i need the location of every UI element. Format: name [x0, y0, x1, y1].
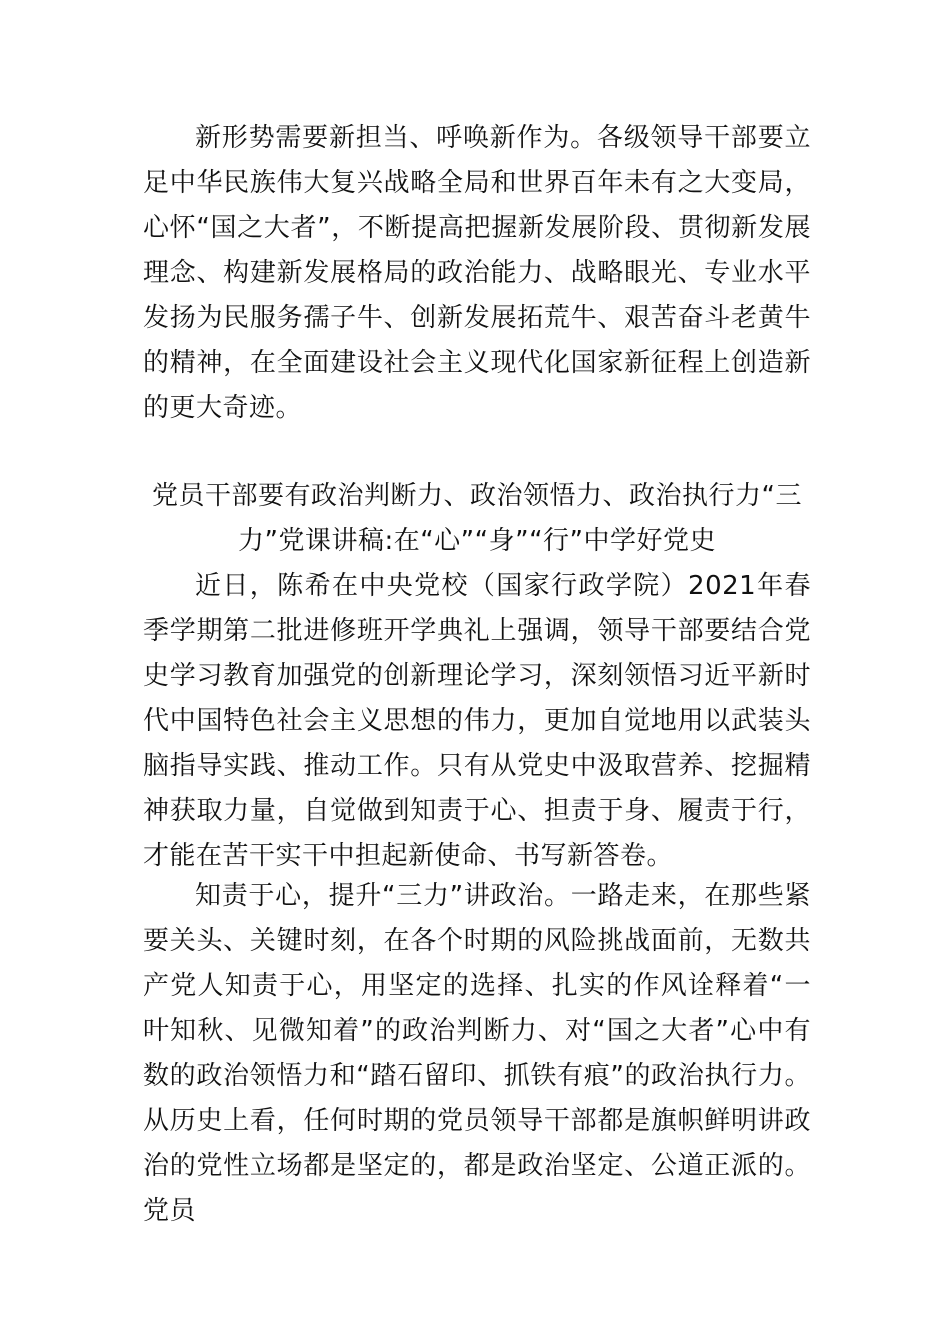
body-paragraph-3: 知责于心，提升“三力”讲政治。一路走来，在那些紧要关头、关键时刻，在各个时期的风险挑战面前，无数共产党人知责于心，用坚定的选择、扎实的作风诠释着“一叶知秋、见微知着”的政治判断力、对“国之大者”心中有数的政治领悟力和“踏石留印、抓铁有痕”的政治执行力。从历史上看，任何时期的党员领导干部都是旗帜鲜明讲政治的党性立场都是坚定的，都是政治坚定、公道正派的。党员	[143, 881, 811, 1226]
section-title	[143, 474, 811, 564]
body-paragraph-1: 新形势需要新担当、呼唤新作为。各级领导干部要立足中华民族伟大复兴战略全局和世界百年未有之大变局，心怀“国之大者”，不断提高把握新发展阶段、贯彻新发展理念、构建新发展格局的政治能力、战略眼光、专业水平发扬为民服务孺子牛、创新发展拓荒牛、艰苦奋斗老黄牛的精神，在全面建设社会主义现代化国家新征程上创造新的更大奇迹。	[143, 123, 811, 423]
body-paragraph-2: 近日，陈希在中央党校（国家行政学院）2021年春季学期第二批进修班开学典礼上强调，领导干部要结合党史学习教育加强党的创新理论学习，深刻领悟习近平新时代中国特色社会主义思想的伟力，更加自觉地用以武装头脑指导实践、推动工作。只有从党史中汲取营养、挖掘精神获取力量，自觉做到知责于心、担责于身、履责于行，才能在苦干实干中担起新使命、书写新答卷。	[143, 571, 811, 871]
section-title-line-2: 力”党课讲稿:在“心”“身”“行”中学好党史	[237, 526, 717, 556]
section-title-line-1: 党员干部要有政治判断力、政治领悟力、政治执行力“三	[152, 481, 802, 511]
